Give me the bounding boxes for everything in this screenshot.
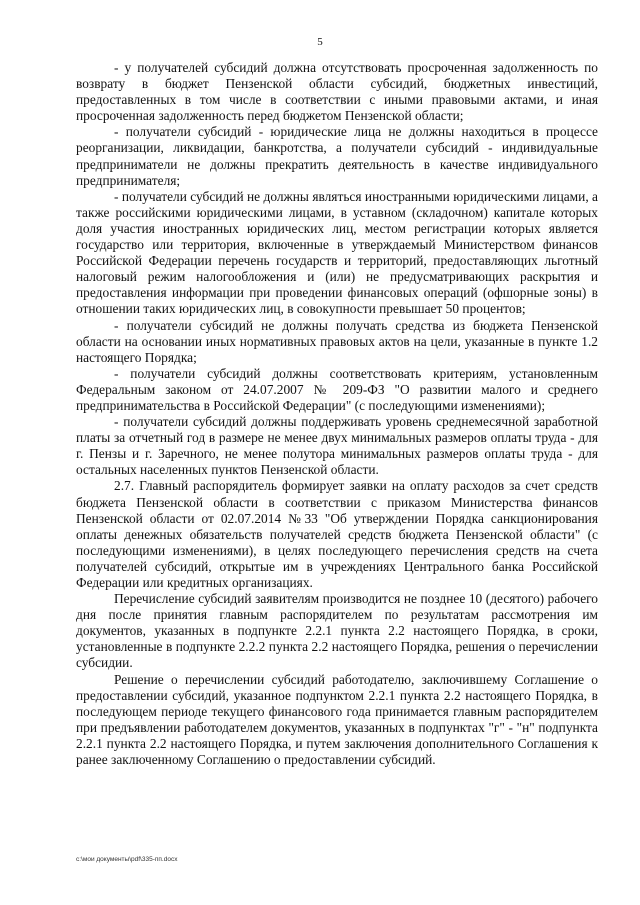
paragraph-no-reorganization: - получатели субсидий - юридические лица не должны находиться в процессе реорганизации, ликвидации, банкротства, а получатели субсидий - индивидуальные предприниматели не должны прекратить деятельность в качестве индивидуального предпринимателя; (76, 124, 598, 188)
paragraph-transfer-deadline: Перечисление субсидий заявителям производится не позднее 10 (десятого) рабочего дня после принятия главным распорядителем по результатам рассмотрения им документов, указанных в подпункте 2.2.1 пункта 2.2 настоящего Порядка, в сроки, установленные в подпункте 2.2.2 пункта 2.2 настоящего Порядка, решения о перечислении субсидии. (76, 591, 598, 671)
page-number: 5 (317, 36, 323, 48)
paragraph-no-other-funds: - получатели субсидий не должны получать средства из бюджета Пензенской области на основании иных нормативных правовых актов на цели, указанные в пункте 1.2 настоящего Порядка; (76, 317, 598, 365)
paragraph-section-2-7: 2.7. Главный распорядитель формирует заявки на оплату расходов за счет средств бюджета Пензенской области в соответствии с приказом Министерства финансов Пензенской области от 02.07.2014 №33 "Об утверждении Порядка санкционирования оплаты денежных обязательств получателей средств бюджета Пензенской области" (с последующими изменениями), в целях последующего перечисления средств на счета получателей субсидий, открытые им в учреждениях Центрального банка Российской Федерации или кредитных организациях. (76, 478, 598, 590)
document-body (76, 60, 598, 768)
paragraph-no-foreign-entities: - получатели субсидий не должны являться иностранными юридическими лицами, а также российскими юридическими лицами, в уставном (складочном) капитале которых доля участия иностранных юридических лиц, местом регистрации которых является государство или территория, включенные в утверждаемый Министерством финансов Российской Федерации перечень государств и территорий, предоставляющих льготный налоговый режим налогообложения и (или) не предусматривающих раскрытия и предоставления информации при проведении финансовых операций (офшорные зоны) в отношении таких юридических лиц, в совокупности превышает 50 процентов; (76, 188, 598, 317)
footer-file-path: c:\мои документы\pdf\335-пп.docx (76, 856, 178, 863)
paragraph-transfer-decision: Решение о перечислении субсидий работодателю, заключившему Соглашение о предоставлении субсидий, указанное подпунктом 2.2.1 пункта 2.2 настоящего Порядка, в последующем периоде текущего финансового года принимается главным распорядителем при предъявлении работодателем документов, указанных в подпунктах "г" - "н" подпункта 2.2.1 пункта 2.2 настоящего Порядка, и путем заключения дополнительного Соглашения к ранее заключенному Соглашению о предоставлении субсидий. (76, 671, 598, 768)
paragraph-wage-level: - получатели субсидий должны поддерживать уровень среднемесячной заработной платы за отчетный год в размере не менее двух минимальных размеров оплаты труда - для г. Пензы и г. Заречного, не менее полутора минимальных размеров оплаты труда - для остальных населенных пунктов Пензенской области. (76, 414, 598, 478)
paragraph-no-overdue-debt: - у получателей субсидий должна отсутствовать просроченная задолженность по возврату в бюджет Пензенской области субсидий, бюджетных инвестиций, предоставленных в том числе в соответствии с иными правовыми актами, и иная просроченная задолженность перед бюджетом Пензенской области; (76, 60, 598, 124)
paragraph-sme-criteria: - получатели субсидий должны соответствовать критериям, установленным Федеральным законом от 24.07.2007 № 209-ФЗ "О развитии малого и среднего предпринимательства в Российской Федерации" (с последующими изменениями); (76, 365, 598, 413)
